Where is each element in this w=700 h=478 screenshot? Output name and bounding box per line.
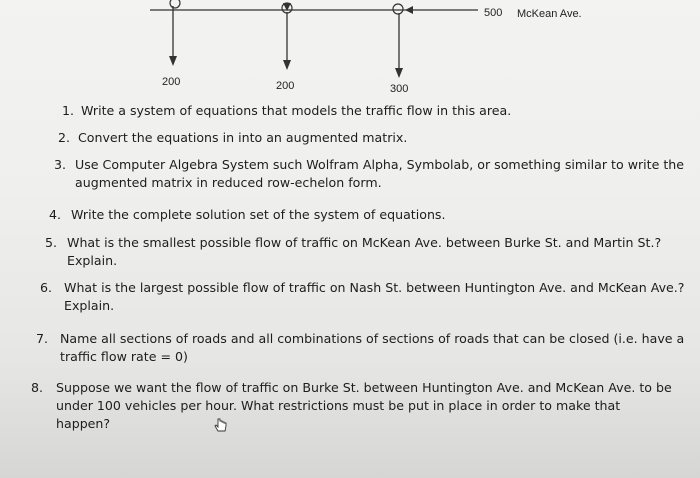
- question-text: traffic flow rate = 0): [60, 349, 188, 364]
- question-text: Explain.: [67, 253, 118, 268]
- flow-label-right: 500: [484, 7, 503, 19]
- question-text: Suppose we want the flow of traffic on Burke St. between Huntington Ave. and McKean Ave. to be: [56, 380, 672, 395]
- question-number: 1.: [62, 103, 75, 118]
- question-text: Use Computer Algebra System such Wolfram Alpha, Symbolab, or something similar to write the: [75, 157, 685, 172]
- question-number: 8.: [31, 380, 44, 395]
- question-number: 6.: [40, 280, 53, 295]
- question-text: Convert the equations in into an augmented matrix.: [78, 130, 408, 145]
- question-text: What is the smallest possible flow of traffic on McKean Ave. between Burke St. and Martin St.?: [67, 235, 662, 250]
- question-text: Name all sections of roads and all combinations of sections of roads that can be closed (i.e. have a: [60, 331, 685, 346]
- question-text: under 100 vehicles per hour. What restrictions must be put in place in order to make that: [56, 398, 621, 413]
- hand-cursor-icon: [214, 417, 230, 433]
- question-number: 7.: [36, 331, 49, 346]
- flow-label-bottom-1: 200: [162, 76, 181, 88]
- question-text: augmented matrix in reduced row-echelon form.: [75, 175, 382, 190]
- street-label-mckean: McKean Ave.: [517, 8, 582, 20]
- question-number: 2.: [58, 130, 71, 145]
- question-number: 3.: [54, 157, 67, 172]
- question-text: Explain.: [64, 298, 115, 313]
- question-number: 5.: [45, 235, 58, 250]
- flow-label-bottom-2: 200: [276, 80, 295, 92]
- question-text: Write a system of equations that models the traffic flow in this area.: [81, 103, 512, 118]
- question-number: 4.: [49, 207, 62, 222]
- question-text: What is the largest possible flow of traffic on Nash St. between Huntington Ave. and McKean Ave.?: [64, 280, 685, 295]
- question-text: happen?: [56, 416, 111, 431]
- flow-label-bottom-3: 300: [390, 83, 409, 95]
- question-text: Write the complete solution set of the system of equations.: [71, 207, 446, 222]
